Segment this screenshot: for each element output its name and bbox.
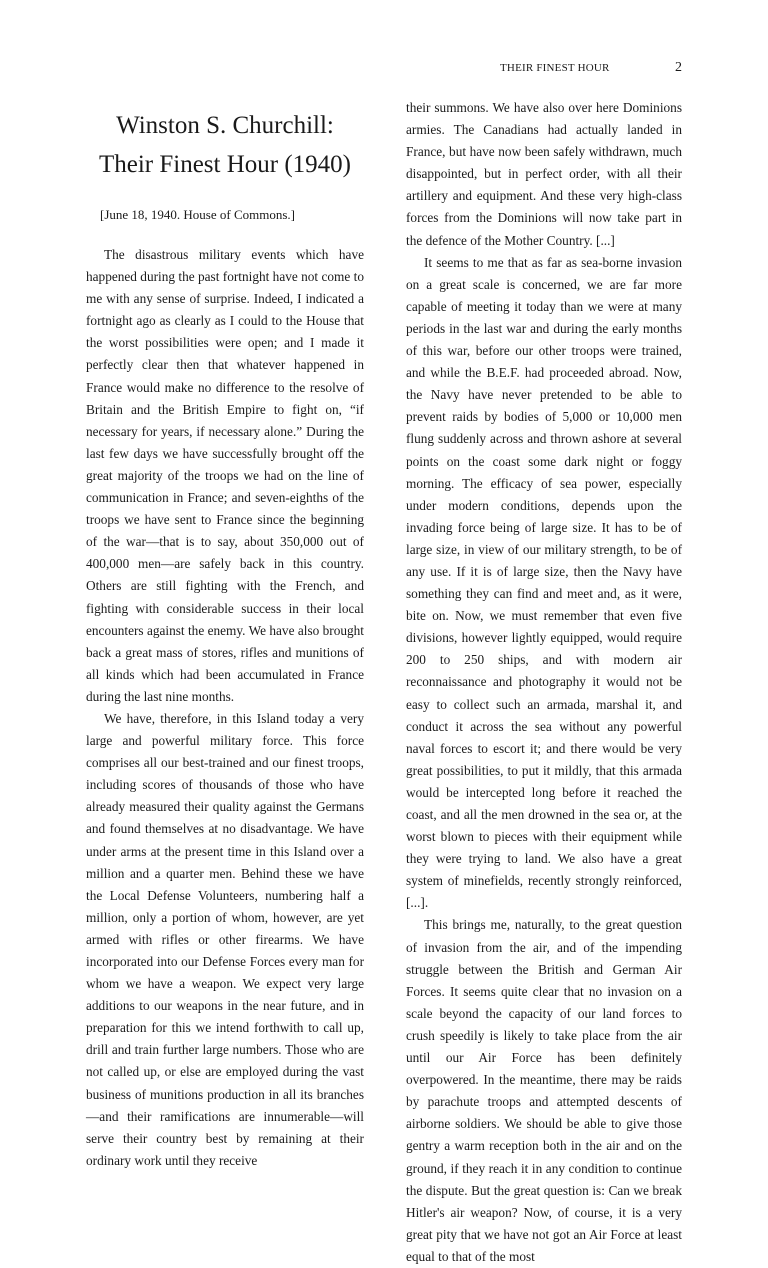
page-number: 2	[675, 60, 682, 75]
title-line-2: Their Finest Hour (1940)	[98, 151, 352, 178]
right-column	[406, 97, 682, 1268]
left-column	[86, 244, 364, 1172]
title-line-1: Winston S. Churchill:	[116, 112, 334, 139]
page-title	[80, 106, 370, 184]
paragraph: It seems to me that as far as sea-borne invasion on a great scale is concerned, we are far more capable of meeting it today than we were at many periods in the last war and during the early months of this war, before our other troops were trained, and while the B.E.F. had proceeded abroad. Now, the Navy have never pretended to be able to prevent raids by bodies of 5,000 or 10,000 men flung suddenly across and thrown ashore at several points on the coast some dark night or foggy morning. The efficacy of sea power, especially under modern conditions, depends upon the invading force being of large size. It has to be of large size, in view of our military strength, to be of any use. If it is of large size, then the Navy have something they can find and meet and, as it were, bite on. Now, we must remember that even five divisions, however lightly equipped, would require 200 to 250 ships, and with modern air reconnaissance and photography it would not be easy to collect such an armada, marshal it, and conduct it across the sea without any powerful naval forces to escort it; and there would be very great possibilities, to put it mildly, that this armada would be intercepted long before it reached the coast, and all the men drowned in the sea or, at the worst blown to pieces with their equipment while they were trying to land. We also have a great system of minefields, recently strongly reinforced, [...].	[406, 254, 682, 911]
paragraph: This brings me, naturally, to the great question of invasion from the air, and of the impending struggle between the British and German Air Forces. It seems quite clear that no invasion on a scale beyond the capacity of our land forces to crush speedily is likely to take place from the air until our Air Force has been definitely overpowered. In the meantime, there may be raids by parachute troops and attempted descents of airborne soldiers. We should be able to give those gentry a warm reception both in the air and on the ground, if they reach it in any condition to continue the dispute. But the great question is: Can we break Hitler's air weapon? Now, of course, it is a very great pity that we have not got an Air Force at least equal to that of the most	[406, 917, 682, 1264]
paragraph: We have, therefore, in this Island today a very large and powerful military force. This force comprises all our best-trained and our finest troops, including scores of thousands of those who have already measured their quality against the Germans and found themselves at no disadvantage. We have under arms at the present time in this Island over a million and a quarter men. Behind these we have the Local Defense Volunteers, numbering half a million, only a portion of whom, however, are yet armed with rifles or other firearms. We have incorporated into our Defense Forces every man for whom we have a weapon. We expect very large additions to our weapons in the near future, and in preparation for this we intend forthwith to call up, drill and train further large numbers. Those who are not called up, or else are employed during the vast business of munitions production in all its branches—and their ramifications are innumerable—will serve their country best by remaining at their ordinary work until they receive	[86, 710, 364, 1168]
paragraph: The disastrous military events which have happened during the past fortnight have not come to me with any sense of surprise. Indeed, I indicated a fortnight ago as clearly as I could to the House that the worst possibilities were open; and I made it perfectly clear then that whatever happened in France would make no difference to the resolve of Britain and the British Empire to fight on, “if necessary for years, if necessary alone.” During the last few days we have successfully brought off the great majority of the troops we had on the line of communication in France; and seven-eighths of the troops we have sent to France since the beginning of the war—that is to say, about 350,000 out of 400,000 men—are safely back in this country. Others are still fighting with the French, and fighting with considerable success in their local encounters against the enemy. We have also brought back a great mass of stores, rifles and munitions of all kinds which had been accumulated in France during the last nine months.	[86, 247, 364, 704]
dateline: [June 18, 1940. House of Commons.]	[100, 207, 295, 222]
running-header: THEIR FINEST HOUR	[500, 62, 610, 74]
paragraph: their summons. We have also over here Dominions armies. The Canadians had actually landed in France, but have now been safely withdrawn, much disappointed, but in perfect order, with all their artillery and equipment. And these very high-class forces from the Dominions will now take part in the defence of the Mother Country. [...]	[406, 100, 682, 248]
